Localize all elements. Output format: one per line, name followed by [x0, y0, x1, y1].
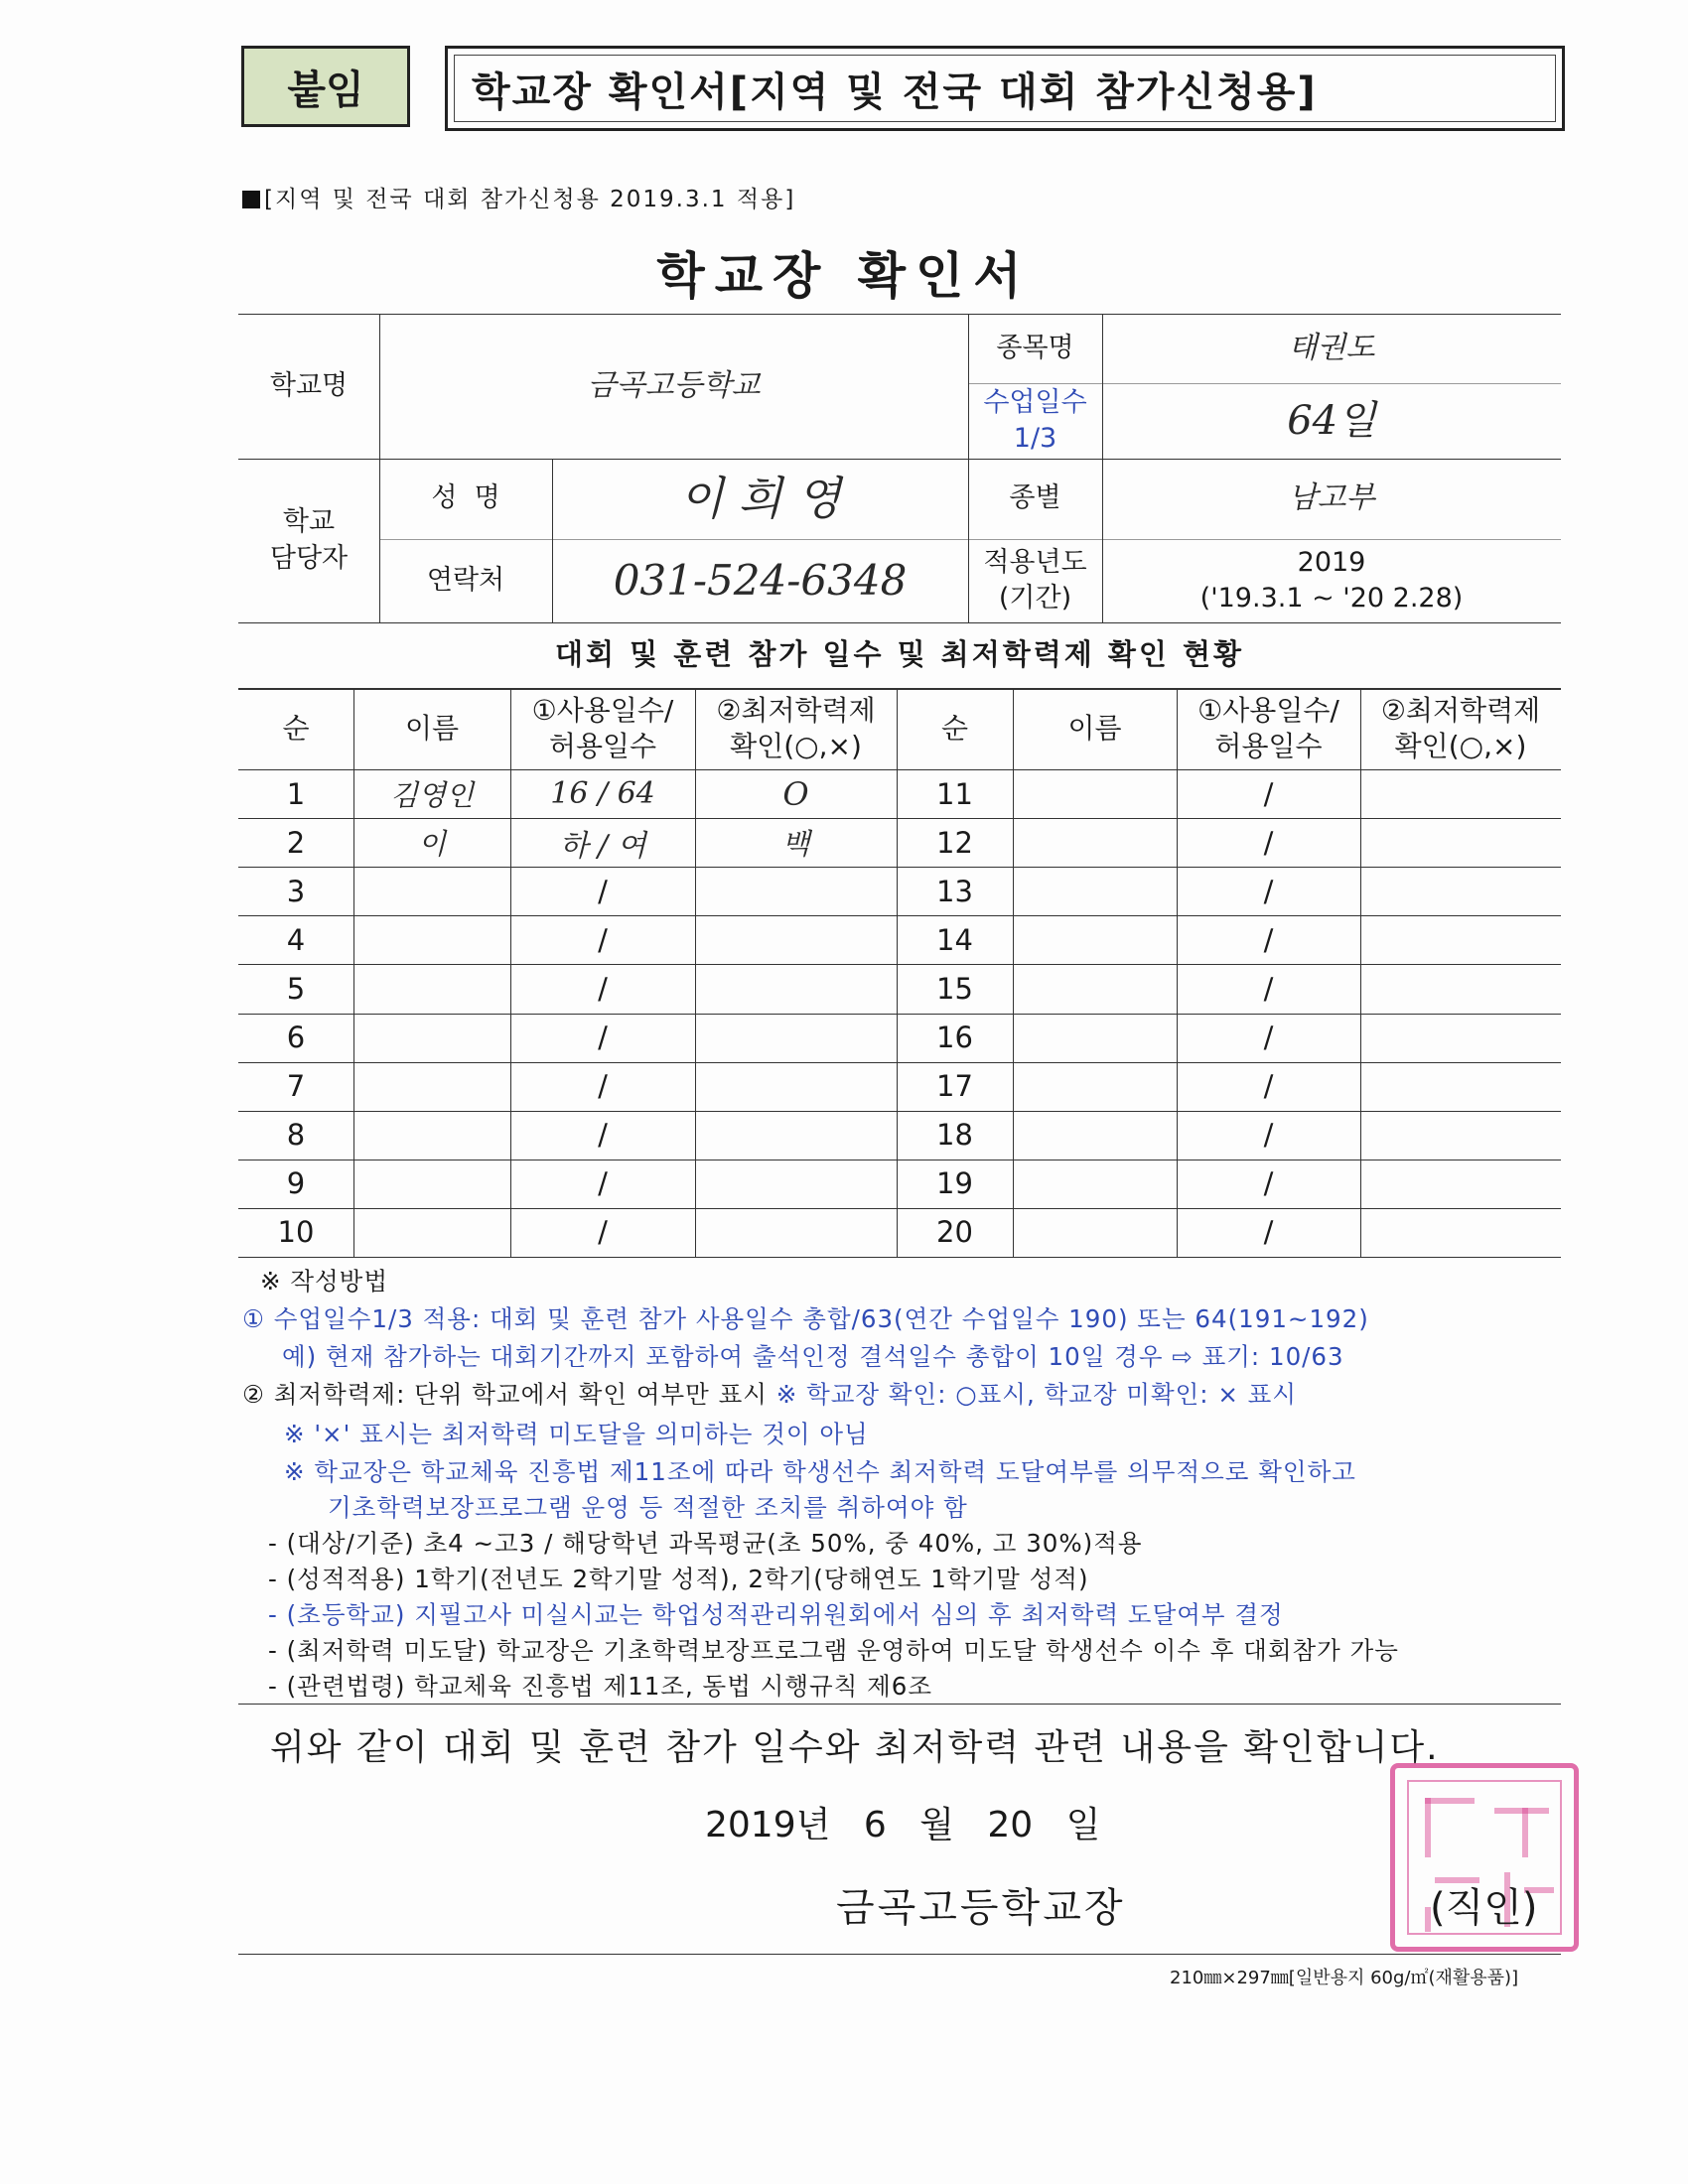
table-cell-check	[695, 964, 897, 1013]
note-1b: 예) 현재 참가하는 대회기간까지 포함하여 출석인정 결석일수 총합이 10일 경우 ⇨ 표기: 10/63	[282, 1342, 1344, 1371]
table-cell-no: 18	[936, 1118, 973, 1153]
note-4b: 기초학력보장프로그램 운영 등 적절한 조치를 취하여야 함	[328, 1493, 968, 1522]
table-cell-name	[1013, 1208, 1177, 1257]
header-no-text: 순	[282, 711, 310, 745]
class-days-label	[968, 383, 1102, 459]
table-cell-days: /	[598, 1215, 608, 1250]
table-cell-no: 16	[936, 1021, 973, 1055]
note-4a: ※ 학교장은 학교체육 진흥법 제11조에 따라 학생선수 최저학력 도달여부를 의무적으로 확인하고	[284, 1457, 1356, 1486]
table-cell-check	[1360, 1111, 1561, 1160]
table-cell-no: 7	[286, 1069, 306, 1104]
table-cell-check	[1360, 1014, 1561, 1062]
header-days-line2: 허용일수	[548, 730, 657, 762]
table-cell-no: 11	[936, 776, 973, 811]
table-cell-days: /	[1263, 971, 1274, 1006]
table-cell-check	[1360, 1160, 1561, 1208]
notes-bottom-border	[238, 1704, 1561, 1705]
header-no-text: 순	[940, 711, 969, 745]
table-cell-days: /	[598, 1118, 608, 1153]
year-label	[968, 539, 1102, 622]
header-check-line2: 확인(○,×)	[730, 730, 862, 762]
table-cell-days: /	[1263, 776, 1274, 811]
table-cell-days: /	[1263, 1215, 1274, 1250]
table-cell-days: 하 / 여	[559, 828, 646, 864]
class-days-label-line2: 1/3	[1013, 423, 1057, 454]
table-cell-check	[695, 867, 897, 915]
table-cell-name	[353, 1062, 510, 1111]
school-name-label: 학교명	[269, 369, 349, 401]
table-cell-days: /	[1263, 922, 1274, 957]
table-cell-no: 20	[936, 1215, 973, 1250]
detail-4: - (최저학력 미도달) 학교장은 기초학력보장프로그램 운영하여 미도달 학생선수 이수 후 대회참가 가능	[268, 1636, 1399, 1665]
table-cell-no: 1	[286, 776, 306, 811]
sport-label: 종목명	[996, 332, 1074, 363]
attachment-tag: 붙임	[241, 46, 410, 127]
table-cell-days: /	[598, 922, 608, 957]
person-name-value: 이 희 영	[679, 472, 841, 526]
header-days-line2: 허용일수	[1214, 730, 1323, 762]
class-days-value: 64일	[1287, 398, 1376, 444]
table-cell-name	[1013, 818, 1177, 867]
form-title-box	[445, 46, 1565, 131]
table-cell-name	[353, 964, 510, 1013]
table-cell-check	[1360, 1062, 1561, 1111]
table-cell-no: 12	[936, 825, 973, 860]
note-2	[242, 1376, 1297, 1411]
table-cell-days: /	[1263, 825, 1274, 860]
table-cell-name	[1013, 1062, 1177, 1111]
table-cell-name	[353, 1160, 510, 1208]
table-cell-no: 13	[936, 874, 973, 908]
detail-3: - (초등학교) 지필고사 미실시교는 학업성적관리위원회에서 심의 후 최저학력 도달여부 결정	[268, 1600, 1284, 1629]
footer-border	[238, 1954, 1561, 1955]
table-cell-no: 3	[286, 874, 306, 908]
table-cell-name	[353, 1208, 510, 1257]
table-cell-check	[695, 1014, 897, 1062]
header-no-left	[238, 688, 353, 769]
header-name-right	[1013, 688, 1177, 769]
header-days-left	[510, 688, 695, 769]
table-cell-name	[353, 867, 510, 915]
year-value-period: ('19.3.1 ~ '20 2.28)	[1199, 583, 1464, 614]
header-check-line1: ②최저학력제	[1380, 693, 1541, 727]
table-cell-days: /	[1263, 1021, 1274, 1055]
category-label: 종별	[1009, 482, 1061, 514]
table-cell-days: /	[1263, 1166, 1274, 1201]
table-cell-check	[1360, 964, 1561, 1013]
note-2a: ② 최저학력제: 단위 학교에서 확인 여부만 표시	[242, 1380, 768, 1409]
header-check-right	[1360, 688, 1561, 769]
detail-2: - (성적적용) 1학기(전년도 2학기말 성적), 2학기(당해연도 1학기말 성적)	[268, 1565, 1089, 1593]
table-cell-no: 9	[286, 1166, 306, 1201]
table-cell-days: /	[1263, 1118, 1274, 1153]
header-days-right	[1177, 688, 1360, 769]
table-cell-check	[1360, 915, 1561, 964]
table-cell-no: 4	[286, 922, 306, 957]
detail-1: - (대상/기준) 초4 ~고3 / 해당학년 과목평균(초 50%, 중 40%, 고 30%)적용	[268, 1529, 1143, 1558]
table-cell-no: 8	[286, 1118, 306, 1153]
table-cell-check: 백	[781, 827, 810, 862]
apply-note	[242, 181, 795, 213]
table-cell-days: /	[1263, 1069, 1274, 1104]
year-label-line2: (기간)	[998, 583, 1072, 614]
table-cell-name	[353, 915, 510, 964]
manager-label-line1: 학교	[282, 506, 336, 538]
table-cell-name	[353, 1111, 510, 1160]
table-cell-check	[695, 1208, 897, 1257]
confirmation-text: 위와 같이 대회 및 훈련 참가 일수와 최저학력 관련 내용을 확인합니다.	[270, 1727, 1440, 1768]
table-row-divider	[238, 1257, 1561, 1258]
table-cell-no: 15	[936, 971, 973, 1006]
sport-value: 태권도	[1288, 330, 1375, 365]
apply-note-text: [지역 및 전국 대회 참가신청용 2019.3.1 적용]	[264, 187, 796, 212]
manager-label	[238, 459, 379, 622]
header-check-left	[695, 688, 897, 769]
table-cell-days: /	[598, 971, 608, 1006]
table-cell-no: 2	[286, 825, 306, 860]
contact-value: 031-524-6348	[613, 555, 908, 605]
category-value: 남고부	[1288, 480, 1375, 516]
principal-name: 금곡고등학교장	[836, 1885, 1126, 1931]
table-cell-name: 김영인	[389, 778, 475, 813]
date-line: 2019년 6 월 20 일	[705, 1805, 1101, 1845]
table-cell-days: /	[598, 1069, 608, 1104]
table-cell-days: /	[598, 1166, 608, 1201]
table-cell-check: O	[782, 774, 809, 813]
table-cell-check	[1360, 818, 1561, 867]
table-cell-name: 이	[417, 827, 446, 862]
status-title: 대회 및 훈련 참가 일수 및 최저학력제 확인 현황	[554, 637, 1245, 672]
table-cell-check	[695, 1062, 897, 1111]
header-check-line1: ②최저학력제	[716, 693, 876, 727]
person-name-label: 성 명	[431, 482, 500, 514]
table-cell-no: 19	[936, 1166, 973, 1201]
form-title: 학교장 확인서[지역 및 전국 대회 참가신청용]	[472, 68, 1318, 115]
table-cell-check	[1360, 769, 1561, 818]
document-title: 학교장 확인서	[656, 247, 1032, 305]
table-cell-name	[1013, 964, 1177, 1013]
table-cell-check	[1360, 867, 1561, 915]
header-no-right	[897, 688, 1013, 769]
note-1a: ① 수업일수1/3 적용: 대회 및 훈련 참가 사용일수 총합/63(연간 수업일수 190) 또는 64(191~192)	[242, 1304, 1369, 1333]
header-name-text: 이름	[1067, 711, 1122, 745]
table-cell-no: 17	[936, 1069, 973, 1104]
table-cell-no: 10	[277, 1215, 315, 1250]
paper-spec-footer: 210㎜×297㎜[일반용지 60g/㎡(재활용품)]	[1170, 1968, 1519, 1988]
table-cell-check	[695, 1160, 897, 1208]
class-days-label-line1: 수업일수	[983, 386, 1087, 418]
contact-label: 연락처	[426, 564, 505, 596]
school-name-value: 금곡고등학교	[587, 367, 761, 403]
table-cell-name	[1013, 1111, 1177, 1160]
black-square-icon	[242, 191, 260, 208]
table-cell-no: 5	[286, 971, 306, 1006]
detail-5: - (관련법령) 학교체육 진흥법 제11조, 동법 시행규칙 제6조	[268, 1672, 933, 1701]
manager-label-line2: 담당자	[269, 542, 349, 574]
table-cell-check	[695, 1111, 897, 1160]
header-check-line2: 확인(○,×)	[1394, 730, 1527, 762]
table-cell-check	[695, 915, 897, 964]
table-cell-days: /	[598, 874, 608, 908]
table-cell-name	[1013, 1160, 1177, 1208]
table-cell-name	[1013, 867, 1177, 915]
year-label-line1: 적용년도	[983, 546, 1087, 578]
table-cell-no: 14	[936, 922, 973, 957]
table-cell-name	[1013, 1014, 1177, 1062]
header-name-text: 이름	[404, 711, 460, 745]
seal-label: (직인)	[1430, 1885, 1538, 1931]
table-cell-check	[1360, 1208, 1561, 1257]
header-days-line1: ①사용일수/	[1197, 693, 1339, 727]
table-cell-days: /	[1263, 874, 1274, 908]
note-3: ※ '×' 표시는 최저학력 미도달을 의미하는 것이 아님	[284, 1420, 869, 1448]
note-2b: ※ 학교장 확인: ○표시, 학교장 미확인: × 표시	[775, 1380, 1297, 1409]
header-days-line1: ①사용일수/	[531, 693, 674, 727]
table-cell-days: 16 / 64	[550, 776, 655, 812]
header-name-left	[353, 688, 510, 769]
table-cell-days: /	[598, 1021, 608, 1055]
notes-heading: ※ 작성방법	[260, 1267, 388, 1296]
year-value-year: 2019	[1297, 546, 1366, 578]
table-cell-name	[1013, 769, 1177, 818]
year-value	[1102, 539, 1561, 622]
table-cell-name	[353, 1014, 510, 1062]
table-cell-name	[1013, 915, 1177, 964]
table-cell-no: 6	[286, 1021, 306, 1055]
